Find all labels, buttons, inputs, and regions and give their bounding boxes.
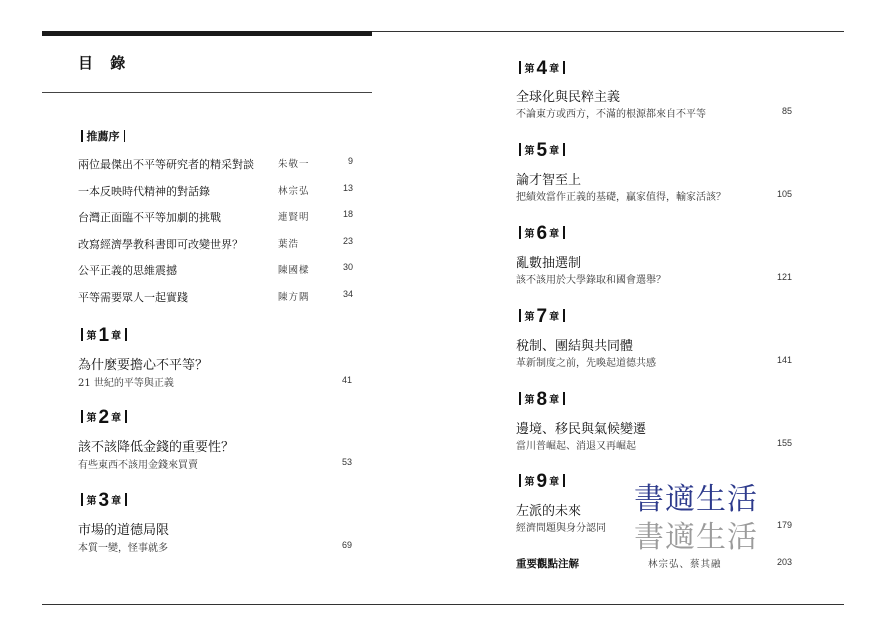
top-rule-thick xyxy=(42,31,372,36)
chapter-page: 69 xyxy=(341,540,352,550)
bar-left xyxy=(81,130,83,142)
chapter-title[interactable]: 邊境、移民與氣候變遷 xyxy=(516,422,647,437)
bottom-rule xyxy=(42,604,844,605)
preface-page: 9 xyxy=(347,156,353,166)
chapter-number: 2 xyxy=(98,407,110,428)
preface-author: 陳方隅 xyxy=(278,292,310,303)
chapter-subtitle: 革新制度之前，先喚起道德共感 xyxy=(516,358,656,369)
bar-right xyxy=(125,328,127,341)
chapter-title[interactable]: 該不該降低金錢的重要性？ xyxy=(78,440,235,455)
watermark-line1: 書適生活 xyxy=(634,482,758,517)
chapter-title[interactable]: 全球化與民粹主義 xyxy=(516,90,621,105)
chapter-number: 5 xyxy=(536,140,548,161)
chapter-suffix: 章 xyxy=(549,395,560,406)
chapter-subtitle: 把績效當作正義的基礎，贏家值得，輸家活該？ xyxy=(516,192,726,203)
preface-title: 公平正義的思維震撼 xyxy=(78,264,177,277)
chapter-suffix: 章 xyxy=(111,413,122,424)
bar-left xyxy=(519,392,521,405)
bar-right xyxy=(563,309,565,322)
chapter-subtitle: 該不該用於大學錄取和國會選舉？ xyxy=(516,275,666,286)
bar-right xyxy=(125,493,127,506)
important-notes-page: 203 xyxy=(776,557,792,567)
chapter-suffix: 章 xyxy=(549,146,560,157)
bar-right xyxy=(563,474,565,487)
chapter-suffix: 章 xyxy=(111,496,122,507)
chapter-prefix: 第 xyxy=(524,312,535,323)
chapter-number: 7 xyxy=(536,306,548,327)
important-notes-author: 林宗弘、蔡其融 xyxy=(648,559,722,570)
chapter-suffix: 章 xyxy=(549,312,560,323)
bar-right xyxy=(563,61,565,74)
chapter-heading xyxy=(77,407,131,427)
preface-title: 一本反映時代精神的對話錄 xyxy=(78,185,210,198)
chapter-page: 53 xyxy=(341,457,352,467)
chapter-prefix: 第 xyxy=(524,477,535,488)
chapter-title[interactable]: 稅制、團結與共同體 xyxy=(516,339,634,354)
preface-author: 林宗弘 xyxy=(278,186,310,197)
watermark-line2: 書適生活 xyxy=(634,520,758,555)
chapter-suffix: 章 xyxy=(549,477,560,488)
chapter-heading xyxy=(77,490,131,510)
chapter-subtitle: 21 世紀的平等與正義 xyxy=(78,378,174,389)
chapter-number: 9 xyxy=(536,471,548,492)
chapter-title[interactable]: 為什麼要擔心不平等？ xyxy=(78,358,209,373)
chapter-number: 3 xyxy=(98,490,110,511)
bar-right xyxy=(563,226,565,239)
chapter-subtitle: 當川普崛起、消退又再崛起 xyxy=(516,441,636,452)
preface-entry[interactable] xyxy=(78,236,353,252)
preface-author: 陳國樑 xyxy=(278,265,310,276)
chapter-subtitle: 有些東西不該用金錢來買賣 xyxy=(78,460,198,471)
preface-title: 改寫經濟學教科書即可改變世界？ xyxy=(78,238,243,251)
bar-left xyxy=(81,328,83,341)
chapter-page: 85 xyxy=(781,106,792,116)
chapter-subtitle: 經濟問題與身分認同 xyxy=(516,523,606,534)
chapter-suffix: 章 xyxy=(549,229,560,240)
chapter-prefix: 第 xyxy=(524,146,535,157)
preface-label-text: 推薦序 xyxy=(86,130,120,143)
preface-title: 台灣正面臨不平等加劇的挑戰 xyxy=(78,211,221,224)
bar-left xyxy=(519,309,521,322)
title-rule xyxy=(42,92,372,93)
chapter-page: 121 xyxy=(776,272,792,282)
bar-left xyxy=(519,474,521,487)
bar-left xyxy=(81,493,83,506)
bar-left xyxy=(519,61,521,74)
preface-entry[interactable] xyxy=(78,289,353,305)
preface-label xyxy=(77,128,129,144)
chapter-heading xyxy=(515,389,569,409)
page-title: 目 錄 xyxy=(78,54,132,72)
preface-entry[interactable] xyxy=(78,209,353,225)
chapter-title[interactable]: 亂數抽選制 xyxy=(516,256,582,271)
bar-left xyxy=(81,410,83,423)
top-rule-thin xyxy=(372,31,844,32)
chapter-prefix: 第 xyxy=(86,331,97,342)
chapter-page: 41 xyxy=(341,375,352,385)
chapter-title[interactable]: 左派的未來 xyxy=(516,504,582,519)
bar-right xyxy=(563,143,565,156)
bar-left xyxy=(519,143,521,156)
bar-right xyxy=(125,410,127,423)
chapter-heading xyxy=(515,223,569,243)
chapter-page: 141 xyxy=(776,355,792,365)
preface-page: 30 xyxy=(342,262,353,272)
chapter-number: 1 xyxy=(98,325,110,346)
preface-author: 連賢明 xyxy=(278,212,310,223)
chapter-subtitle: 不論東方或西方，不滿的根源都來自不平等 xyxy=(516,109,706,120)
preface-author: 朱敬一 xyxy=(278,159,310,170)
preface-entry[interactable] xyxy=(78,262,353,278)
preface-entry[interactable] xyxy=(78,156,353,172)
chapter-heading xyxy=(515,471,569,491)
chapter-number: 4 xyxy=(536,58,548,79)
preface-entry[interactable] xyxy=(78,183,353,199)
chapter-suffix: 章 xyxy=(549,64,560,75)
preface-page: 23 xyxy=(342,236,353,246)
chapter-heading xyxy=(515,140,569,160)
preface-page: 34 xyxy=(342,289,353,299)
chapter-prefix: 第 xyxy=(86,413,97,424)
chapter-heading xyxy=(77,325,131,345)
chapter-prefix: 第 xyxy=(524,229,535,240)
chapter-prefix: 第 xyxy=(524,64,535,75)
chapter-heading xyxy=(515,306,569,326)
bar-right xyxy=(563,392,565,405)
chapter-subtitle: 本質一變，怪事就多 xyxy=(78,543,168,554)
chapter-page: 179 xyxy=(776,520,792,530)
chapter-prefix: 第 xyxy=(86,496,97,507)
preface-page: 18 xyxy=(342,209,353,219)
chapter-page: 105 xyxy=(776,189,792,199)
bar-right xyxy=(124,130,126,142)
bar-left xyxy=(519,226,521,239)
chapter-prefix: 第 xyxy=(524,395,535,406)
chapter-number: 6 xyxy=(536,223,548,244)
chapter-title[interactable]: 論才智至上 xyxy=(516,173,582,188)
chapter-title[interactable]: 市場的道德局限 xyxy=(78,523,170,538)
chapter-number: 8 xyxy=(536,389,548,410)
preface-title: 平等需要眾人一起實踐 xyxy=(78,291,188,304)
important-notes-label[interactable]: 重要觀點注解 xyxy=(516,558,579,570)
chapter-suffix: 章 xyxy=(111,331,122,342)
preface-title: 兩位最傑出不平等研究者的精采對談 xyxy=(78,158,254,171)
chapter-page: 155 xyxy=(776,438,792,448)
preface-page: 13 xyxy=(342,183,353,193)
chapter-heading xyxy=(515,58,569,78)
preface-author: 葉浩 xyxy=(278,239,300,250)
